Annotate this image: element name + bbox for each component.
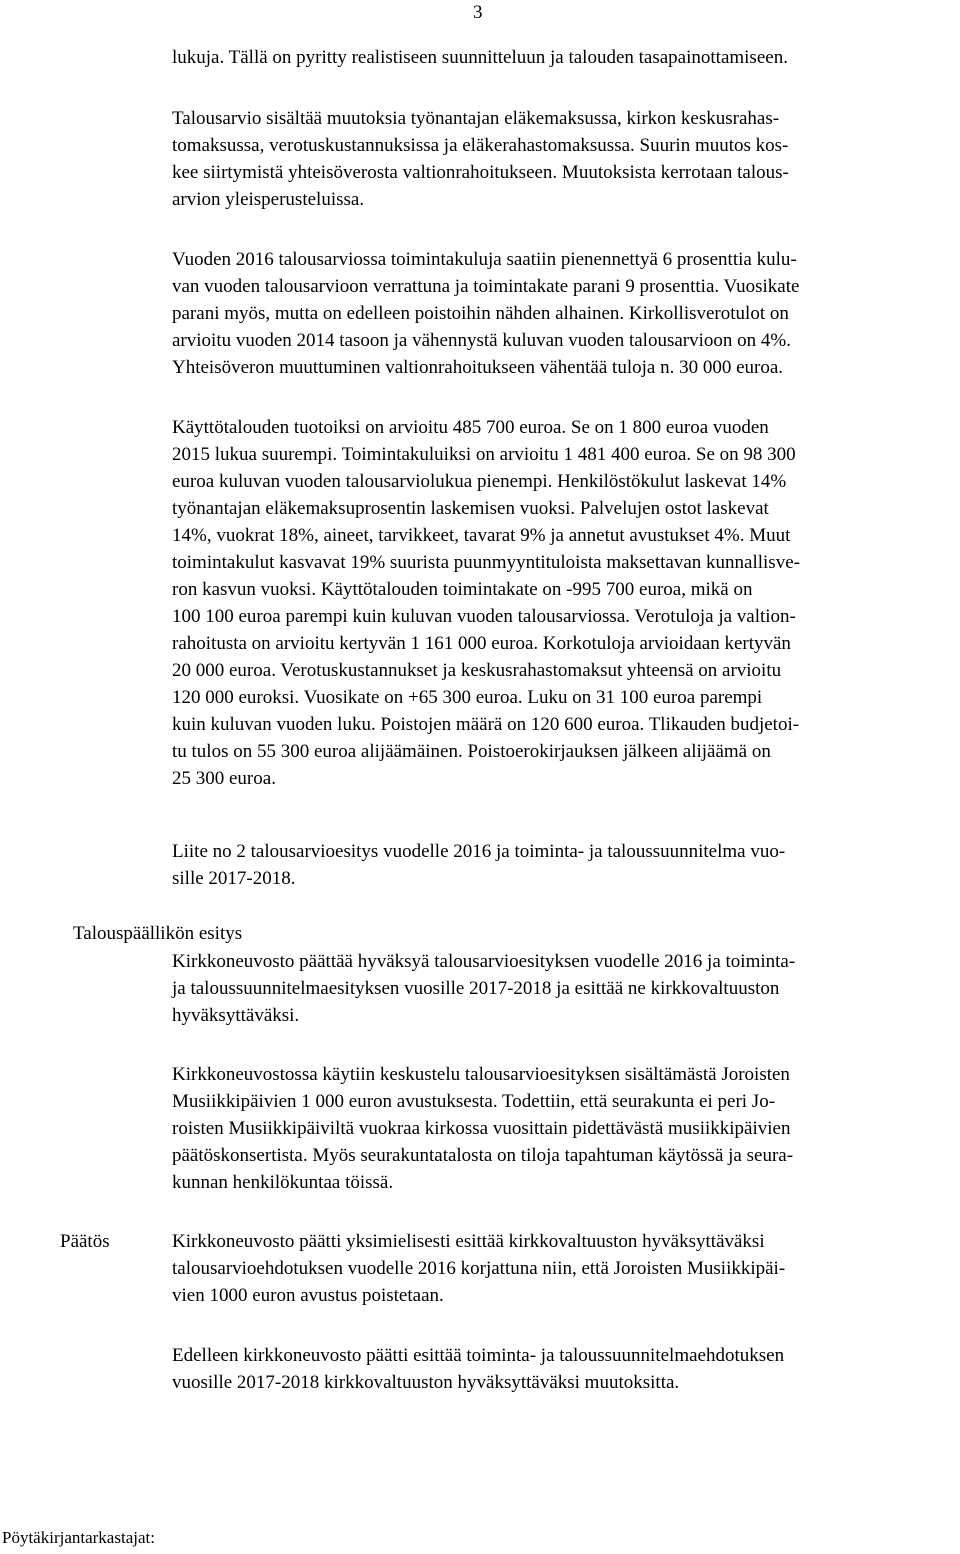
paragraph-4-line: 25 300 euroa. [172,768,276,789]
paragraph-4-line: tu tulos on 55 300 euroa alijäämäinen. Poistoerokirjauksen jälkeen alijäämä on [172,741,771,762]
page-number: 3 [473,2,483,23]
paragraph-4-line: 2015 lukua suurempi. Toimintakuluiksi on arvioitu 1 481 400 euroa. Se on 98 300 [172,444,796,465]
paragraph-2-line: kee siirtymistä yhteisöverosta valtionrahoitukseen. Muutoksista kerrotaan talous- [172,162,789,183]
paragraph-9-line: vuosille 2017-2018 kirkkovaltuuston hyväksyttäväksi muutoksitta. [172,1372,680,1393]
paragraph-4-line: 14%, vuokrat 18%, aineet, tarvikkeet, tavarat 9% ja annetut avustukset 4%. Muut [172,525,791,546]
section-label-talouspaallikon-esitys: Talouspäällikön esitys [73,923,243,944]
paragraph-5-line: Liite no 2 talousarvioesitys vuodelle 2016 ja toiminta- ja taloussuunnitelma vuo- [172,841,786,862]
paragraph-4-line: rahoitusta on arvioitu kertyvän 1 161 000 euroa. Korkotuloja arvioidaan kertyvän [172,633,791,654]
paragraph-3-line: Yhteisöveron muuttuminen valtionrahoitukseen vähentää tuloja n. 30 000 euroa. [172,357,784,378]
section-label-paatos: Päätös [60,1231,110,1252]
paragraph-2-line: Talousarvio sisältää muutoksia työnantajan eläkemaksussa, kirkon keskusrahas- [172,108,780,129]
paragraph-3-line: van vuoden talousarvioon verrattuna ja toimintakate parani 9 prosenttia. Vuosikate [172,276,800,297]
paragraph-8-line: talousarvioehdotuksen vuodelle 2016 korjattuna niin, että Joroisten Musiikkipäi- [172,1258,786,1279]
paragraph-7-line: Musiikkipäivien 1 000 euron avustuksesta. Todettiin, että seurakunta ei peri Jo- [172,1091,776,1112]
paragraph-7-line: kunnan henkilökuntaa töissä. [172,1172,394,1193]
paragraph-2-line: arvion yleisperusteluissa. [172,189,365,210]
paragraph-8-line: vien 1000 euron avustus poistetaan. [172,1285,444,1306]
paragraph-4-line: ron kasvun vuoksi. Käyttötalouden toimintakate on -995 700 euroa, mikä on [172,579,753,600]
footer-poytakirjantarkastajat: Pöytäkirjantarkastajat: [2,1528,155,1547]
paragraph-2-line: tomaksussa, verotuskustannuksissa ja eläkerahastomaksussa. Suurin muutos kos- [172,135,789,156]
paragraph-4-line: 20 000 euroa. Verotuskustannukset ja keskusrahastomaksut yhteensä on arvioitu [172,660,782,681]
paragraph-6-line: Kirkkoneuvosto päättää hyväksyä talousarvioesityksen vuodelle 2016 ja toiminta- [172,951,796,972]
paragraph-7-line: roisten Musiikkipäiviltä vuokraa kirkossa vuosittain pidettävästä musiikkipäivien [172,1118,791,1139]
paragraph-4-line: euroa kuluvan vuoden talousarviolukua pienempi. Henkilöstökulut laskevat 14% [172,471,787,492]
paragraph-4-line: 100 100 euroa parempi kuin kuluvan vuoden talousarviossa. Verotuloja ja valtion- [172,606,796,627]
paragraph-7-line: Kirkkoneuvostossa käytiin keskustelu talousarvioesityksen sisältämästä Joroisten [172,1064,790,1085]
paragraph-3-line: Vuoden 2016 talousarviossa toimintakuluja saatiin pienennettyä 6 prosenttia kulu- [172,249,797,270]
paragraph-4-line: kuin kuluvan vuoden luku. Poistojen määrä on 120 600 euroa. Tlikauden budjetoi- [172,714,800,735]
paragraph-5-line: sille 2017-2018. [172,868,296,889]
paragraph-9-line: Edelleen kirkkoneuvosto päätti esittää toiminta- ja taloussuunnitelmaehdotuksen [172,1345,785,1366]
paragraph-4-line: Käyttötalouden tuotoiksi on arvioitu 485 700 euroa. Se on 1 800 euroa vuoden [172,417,769,438]
paragraph-4-line: työnantajan eläkemaksuprosentin laskemisen vuoksi. Palvelujen ostot laskevat [172,498,769,519]
paragraph-1-line: lukuja. Tällä on pyritty realistiseen suunnitteluun ja talouden tasapainottamiseen. [172,47,788,68]
paragraph-4-line: toimintakulut kasvavat 19% suurista puunmyyntituloista maksettavan kunnallisve- [172,552,800,573]
paragraph-8-line: Kirkkoneuvosto päätti yksimielisesti esittää kirkkovaltuuston hyväksyttäväksi [172,1231,765,1252]
paragraph-6-line: hyväksyttäväksi. [172,1005,300,1026]
paragraph-7-line: päätöskonsertista. Myös seurakuntatalosta on tiloja tapahtuman käytössä ja seura- [172,1145,794,1166]
paragraph-6-line: ja taloussuunnitelmaesityksen vuosille 2017-2018 ja esittää ne kirkkovaltuuston [172,978,780,999]
paragraph-3-line: parani myös, mutta on edelleen poistoihin nähden alhainen. Kirkollisverotulot on [172,303,789,324]
paragraph-3-line: arvioitu vuoden 2014 tasoon ja vähennystä kuluvan vuoden talousarvioon on 4%. [172,330,791,351]
paragraph-4-line: 120 000 euroksi. Vuosikate on +65 300 euroa. Luku on 31 100 euroa parempi [172,687,763,708]
